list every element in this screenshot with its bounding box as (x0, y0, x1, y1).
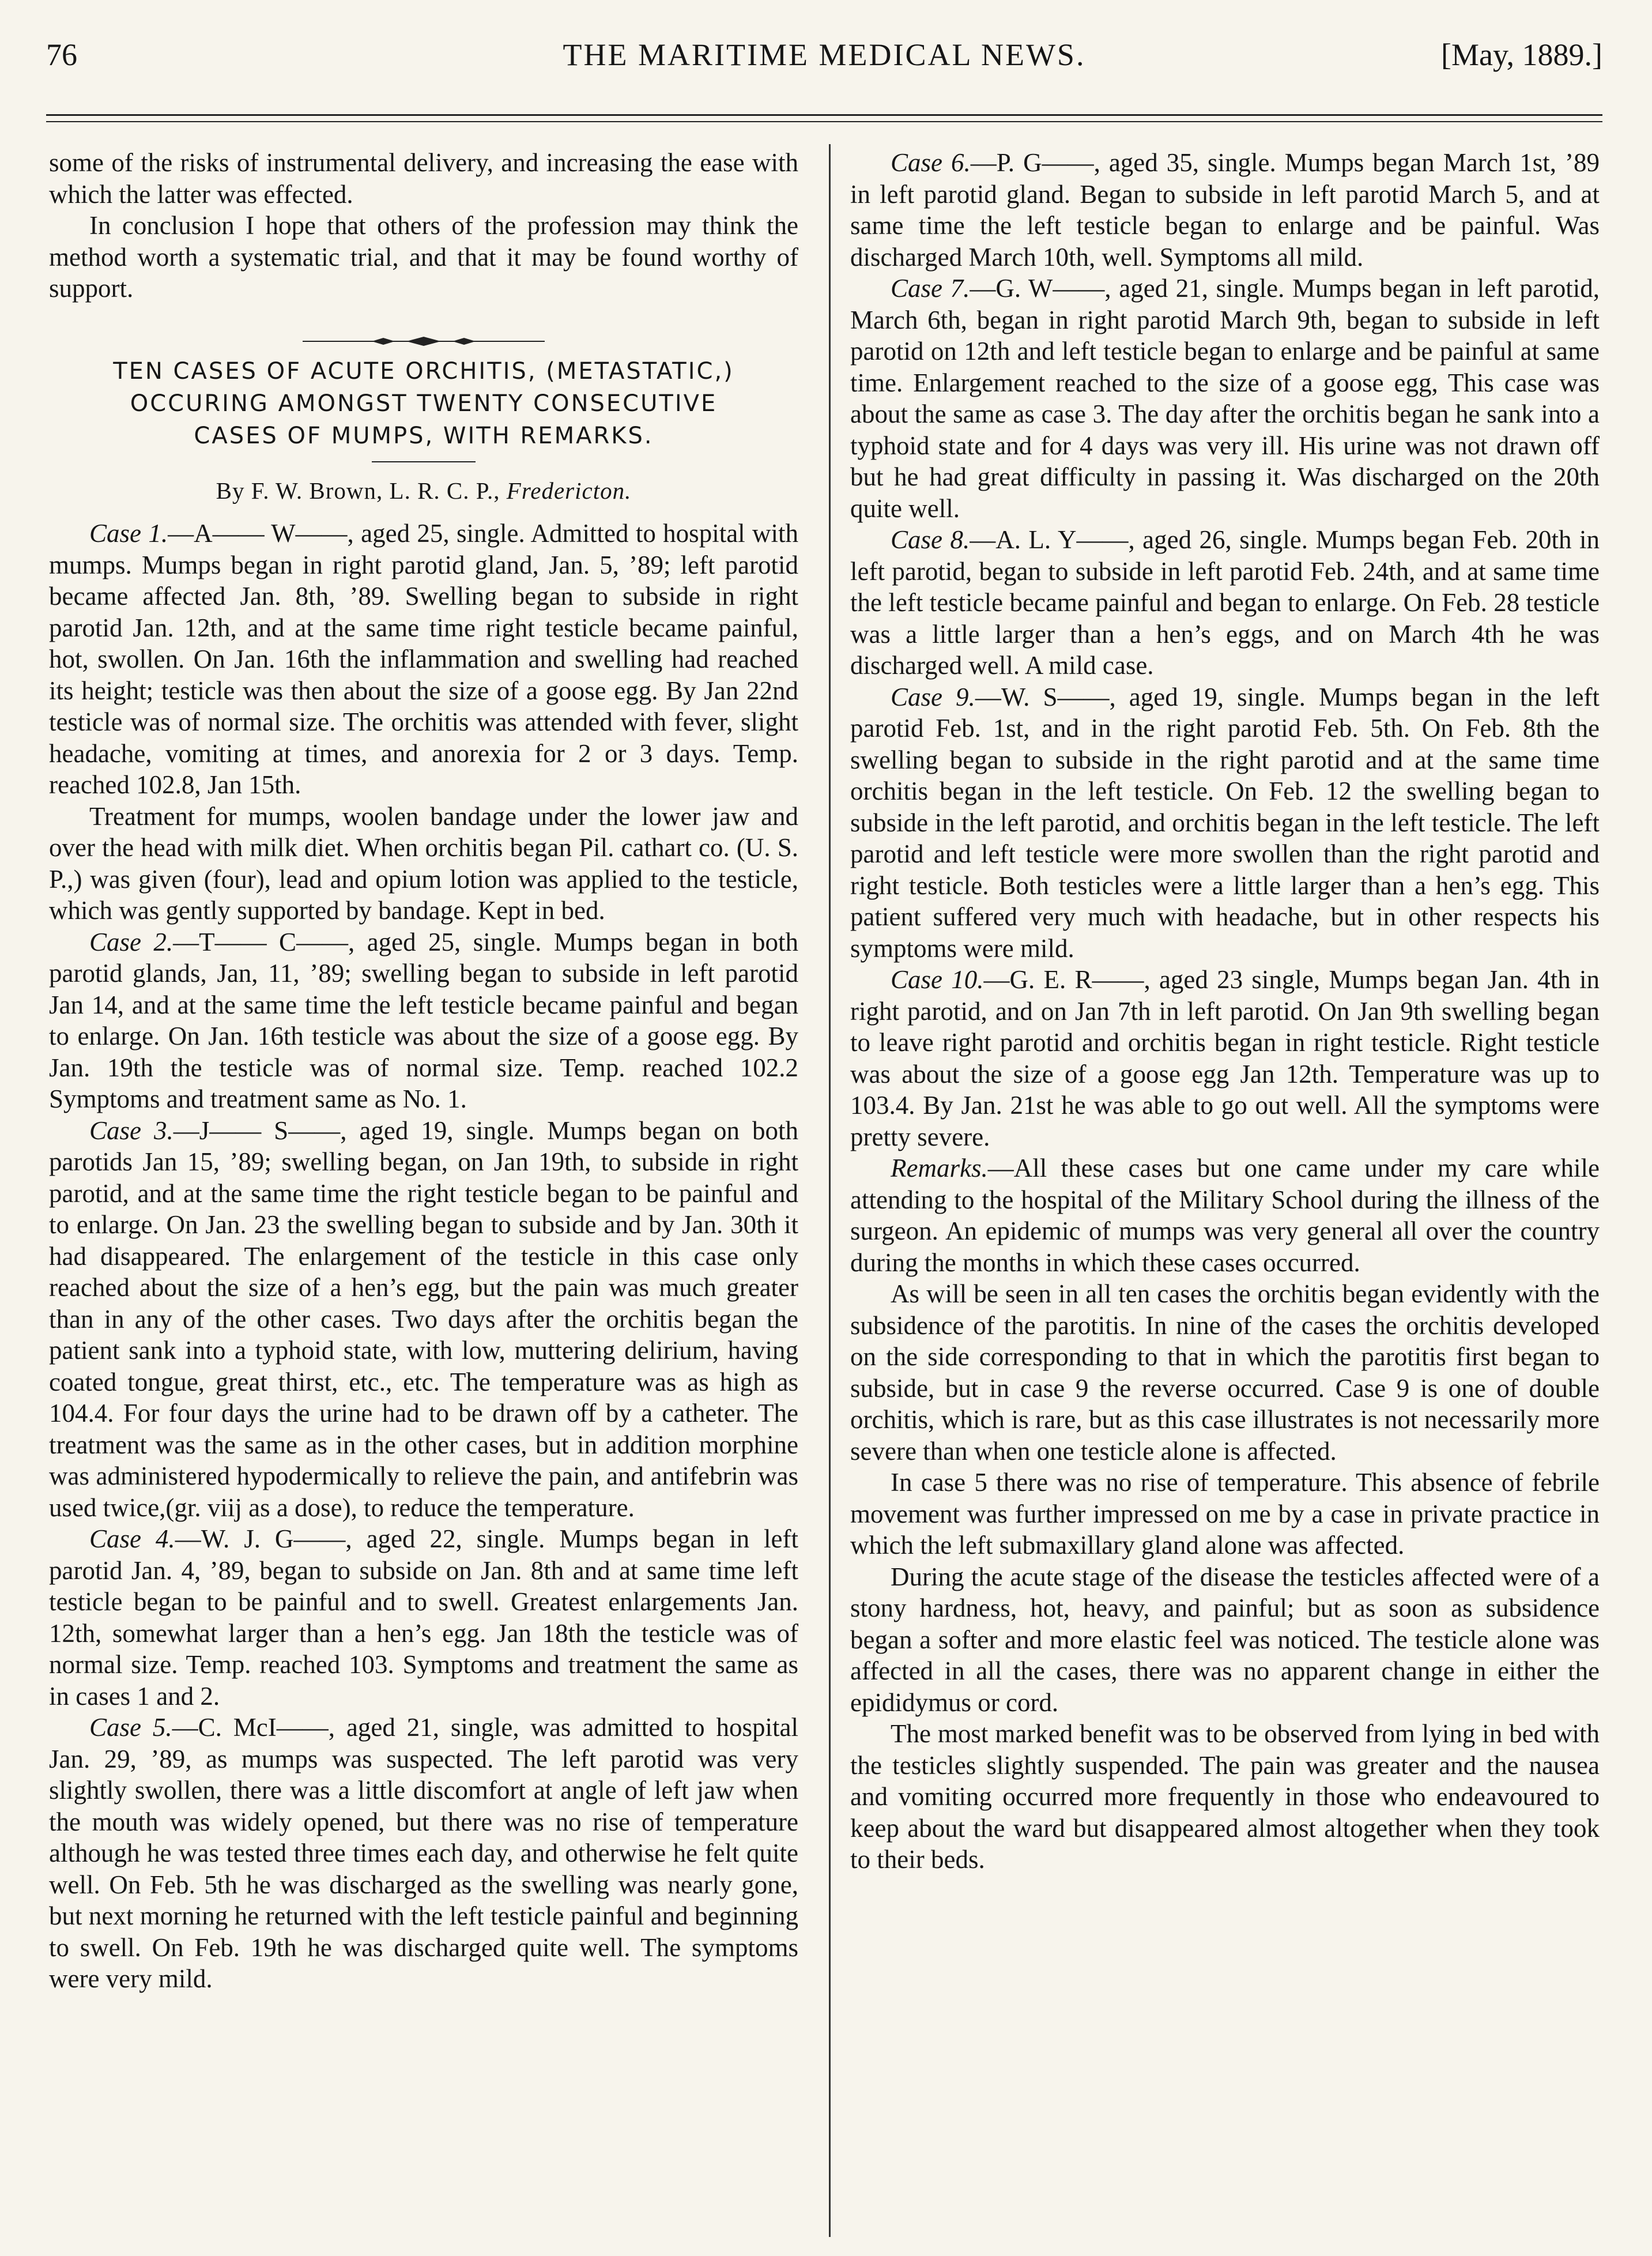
case-paragraph (850, 524, 1600, 681)
case-text: —J—— S——, aged 19, single. Mumps began on both parotids Jan 15, ’89; swelling began, on Jan 19th, to subside in right parotid, and at the same time the right testicle began to be painful and to enlarge. On Jan. 23 the swelling began to subside and by Jan. 30th it had disappeared. The enlargement of the testicle in this case only reached about the size of a hen’s egg, but the pain was much greater than in any of the other cases. Two days after the orchitis began the patient sank into a typhoid state, with low, muttering delirium, having coated tongue, great thirst, etc., etc. The temperature was as high as 104.4. For four days the urine had to be drawn off by a catheter. The treatment was the same as in the other cases, but in addition morphine was administered hypodermically to relieve the pain, and antifebrin was used twice,(gr. viij as a dose), to reduce the temperature. (49, 1116, 798, 1522)
remarks-text: —All these cases but one came under my care while attending to the hospital of the Military School during the illness of the surgeon. An epidemic of mumps was very general all over the country during the months in which these cases occurred. (850, 1154, 1600, 1277)
header-rule (46, 114, 1602, 116)
byline-place: Fredericton. (506, 477, 632, 504)
journal-title: THE MARITIME MEDICAL NEWS. (563, 37, 1086, 72)
case-label: Case 10. (891, 965, 984, 994)
remarks-paragraph: In case 5 there was no rise of temperature. This absence of febrile movement was further impressed on me by a case in private practice in which the left submaxillary gland alone was affected. (850, 1468, 1600, 1560)
byline (49, 475, 798, 507)
remarks-paragraph: The most marked benefit was to be observed from lying in bed with the testicles slightly suspended. The pain was greater and the nausea and vomiting occurred more frequently in those who endeavoured to keep about the ward but disappeared almost altogether when they took to their beds. (850, 1719, 1600, 1874)
case-text: —P. G——, aged 35, single. Mumps began March 1st, ’89 in left parotid gland. Began to subside in left parotid March 5, and at same time the left testicle began to enlarge and be painful. Was discharged March 10th, well. Symptoms all mild. (850, 148, 1600, 272)
right-column (850, 147, 1600, 2240)
case-text: —W. S——, aged 19, single. Mumps began in the left parotid Feb. 1st, and in the right parotid Feb. 5th. On Feb. 8th the swelling began to subside in the right parotid and at the same time orchitis began in the left testicle. On Feb. 12 the swelling began to subside in the left parotid, and orchitis began in the left testicle. The left parotid and left testicle were more swollen than the right parotid and right testicle. Both testicles were a little larger than a hen’s egg. This patient suffered very much with headache, but in other respects his symptoms were mild. (850, 682, 1600, 963)
case-label: Case 2. (89, 927, 174, 956)
case-paragraph (850, 964, 1600, 1153)
case-text: —T—— C——, aged 25, single. Mumps began in both parotid glands, Jan, 11, ’89; swelling began to subside in left parotid Jan 14, and at the same time the left testicle became painful and began to enlarge. On Jan. 16th testicle was about the size of a goose egg. By Jan. 19th the testicle was of normal size. Temp. reached 102.2 Symptoms and treatment same as No. 1. (49, 927, 798, 1113)
case-label: Case 3. (89, 1116, 174, 1145)
title-rule (372, 461, 476, 462)
article-title-line: OCCURING AMONGST TWENTY CONSECUTIVE (130, 390, 718, 417)
case-paragraph (850, 681, 1600, 965)
case-label: Case 4. (89, 1524, 175, 1553)
case-paragraph (49, 801, 798, 926)
case-label: Case 9. (891, 682, 975, 711)
case-paragraph (49, 1712, 798, 1995)
intro-paragraph: some of the risks of instrumental delivery, and increasing the ease with which the latter was effected. (49, 148, 798, 209)
case-text: Treatment for mumps, woolen bandage under the lower jaw and over the head with milk diet. When orchitis began Pil. cathart co. (U. S. P.,) was given (four), lead and opium lotion was applied to the testicle, which was gently supported by bandage. Kept in bed. (49, 801, 798, 925)
case-text: —A—— W——, aged 25, single. Admitted to hospital with mumps. Mumps began in right parotid gland, Jan. 5, ’89; left parotid became affected Jan. 8th, ’89. Swelling began to subside in right parotid Jan. 12th, and at the same time right testicle became painful, hot, swollen. On Jan. 16th the inflammation and swelling had reached its height; testicle was then about the size of a goose egg. By Jan 22nd testicle was of normal size. The orchitis was attended with fever, slight headache, vomiting at times, and anorexia for 2 or 3 days. Temp. reached 102.8, Jan 15th. (49, 519, 798, 799)
intro-paragraph: In conclusion I hope that others of the profession may think the method worth a systematic trial, and that it may be found worthy of support. (49, 211, 798, 303)
case-text: —C. McI——, aged 21, single, was admitted to hospital Jan. 29, ’89, as mumps was suspected. The left parotid was very slightly swollen, there was a little discomfort at angle of left jaw when the mouth was widely opened, but there was no rise of temperature although he was tested three times each day, and otherwise he felt quite well. On Feb. 5th he was discharged as the swelling was nearly gone, but next morning he returned with the left testicle painful and beginning to swell. On Feb. 19th he was discharged quite well. The symptoms were very mild. (49, 1713, 798, 1993)
running-header (46, 29, 1602, 92)
case-text: —A. L. Y——, aged 26, single. Mumps began Feb. 20th in left parotid, began to subside in left parotid Feb. 24th, and at same time the left testicle became painful and began to enlarge. On Feb. 28 testicle was a little larger than a hen’s eggs, and on March 4th he was discharged well. A mild case. (850, 525, 1600, 680)
case-label: Case 6. (891, 148, 971, 177)
remarks-paragraph: During the acute stage of the disease the testicles affected were of a stony hardness, hot, heavy, and painful; but as soon as subsidence began a softer and more elastic feel was noticed. The testicle alone was affected in all the cases, there was no apparent change in either the epididymus or cord. (850, 1562, 1600, 1717)
byline-author: By F. W. Brown, L. R. C. P., (216, 477, 507, 504)
issue-date: [May, 1889.] (1441, 37, 1602, 72)
article-title-line: TEN CASES OF ACUTE ORCHITIS, (METASTATIC,) (113, 357, 734, 385)
case-paragraph (49, 1115, 798, 1524)
case-paragraph (850, 147, 1600, 273)
case-label: Case 7. (891, 274, 970, 303)
remarks-paragraph: As will be seen in all ten cases the orchitis began evidently with the subsidence of the parotitis. In nine of the cases the orchitis developed on the side corresponding to that in which the parotitis first began to subside, but in case 9 the reverse occurred. Case 9 is one of double orchitis, which is rare, but as this case illustrates is not necessarily more severe than when one testicle alone is affected. (850, 1279, 1600, 1466)
column-divider (829, 144, 831, 2237)
case-label: Case 1. (89, 519, 168, 548)
remarks-paragraph (850, 1153, 1600, 1278)
article-title (49, 355, 798, 452)
case-text: —W. J. G——, aged 22, single. Mumps began in left parotid Jan. 4, ’89, began to subside on Jan. 8th and at same time left testicle began to be painful and to swell. Greatest enlargements Jan. 12th, somewhat larger than a hen’s egg. Jan 18th the testicle was of normal size. Temp. reached 103. Symptoms and treatment the same as in cases 1 and 2. (49, 1524, 798, 1711)
remarks-label: Remarks. (891, 1154, 988, 1182)
header-rule-thin (46, 121, 1602, 122)
case-paragraph (49, 1523, 798, 1712)
case-label: Case 8. (891, 525, 970, 554)
left-column (49, 147, 798, 2240)
case-label: Case 5. (89, 1713, 172, 1742)
case-text: —G. W——, aged 21, single. Mumps began in left parotid, March 6th, began in right parotid March 9th, began to subside in left parotid on 12th and left testicle began to enlarge and be painful at same time. Enlargement reached to the size of a goose egg, This case was about the same as case 3. The day after the orchitis began he sank into a typhoid state and for 4 days was very ill. His urine was not drawn off but he had great difficulty in passing it. Was discharged on the 20th quite well. (850, 274, 1600, 523)
article-title-line: CASES OF MUMPS, WITH REMARKS. (194, 422, 654, 449)
case-paragraph (49, 926, 798, 1115)
page-number: 76 (46, 37, 77, 72)
case-paragraph (49, 518, 798, 801)
case-paragraph (850, 273, 1600, 524)
ornament-divider-icon (49, 323, 798, 334)
case-text: —G. E. R——, aged 23 single, Mumps began Jan. 4th in right parotid, and on Jan 7th in left parotid. On Jan 9th swelling began to leave right parotid and orchitis began in right testicle. Right testicle was about the size of a goose egg Jan 12th. Temperature was up to 103.4. By Jan. 21st he was able to go out well. All the symptoms were pretty severe. (850, 965, 1600, 1151)
